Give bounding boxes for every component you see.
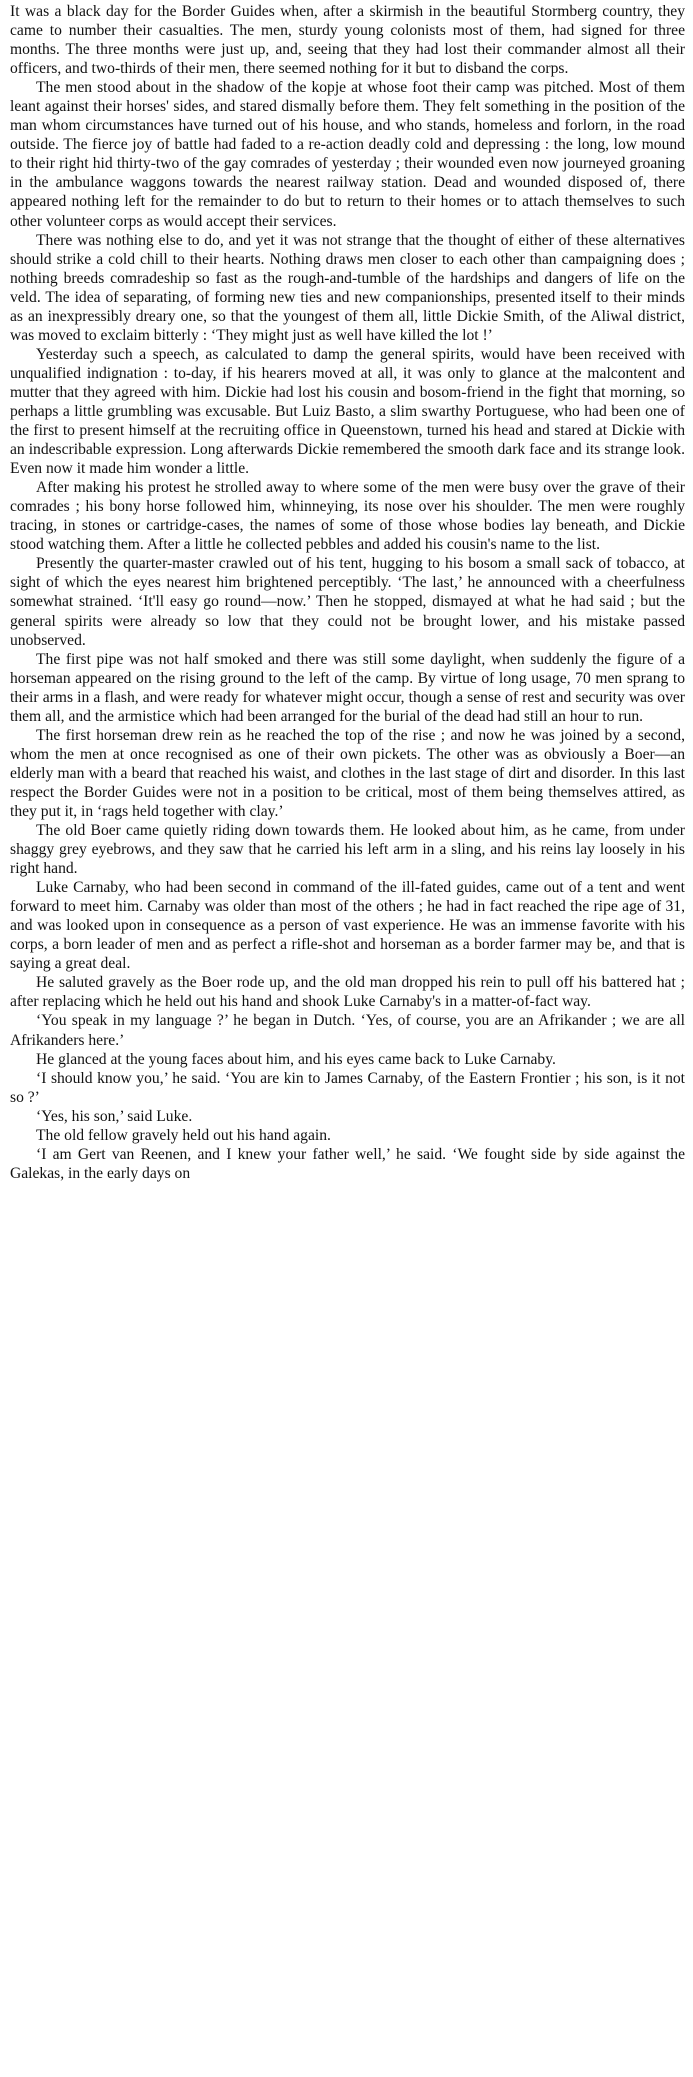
paragraph: Luke Carnaby, who had been second in command of the ill-fated guides, came out of a tent and went forward to meet him. Carnaby was older than most of the others ; he had in fact reached the ripe age of 31, and was looked upon in consequence as a person of vast experience. He was an immense favorite with his corps, a born leader of men and as perfect a rifle-shot and horseman as a border farmer may be, and that is saying a great deal.: [10, 879, 685, 973]
paragraph: The first pipe was not half smoked and there was still some daylight, when suddenly the figure of a horseman appeared on the rising ground to the left of the camp. By virtue of long usage, 70 men sprang to their arms in a flash, and were ready for whatever might occur, though a sense of rest and security was over them all, and the armistice which had been arranged for the burial of the dead had still an hour to run.: [10, 650, 685, 725]
paragraph: ‘I should know you,’ he said. ‘You are kin to James Carnaby, of the Eastern Frontier ; his son, is it not so ?’: [10, 1069, 685, 1106]
paragraph: It was a black day for the Border Guides when, after a skirmish in the beautiful Stormberg country, they came to number their casualties. The men, sturdy young colonists most of them, had signed for three months. The three months were just up, and, seeing that they had lost their commander almost all their officers, and two-thirds of their men, there seemed nothing for it but to disband the corps.: [10, 3, 685, 78]
paragraph: ‘Yes, his son,’ said Luke.: [36, 1107, 193, 1125]
paragraph: ‘I am Gert van Reenen, and I knew your father well,’ he said. ‘We fought side by side against the Galekas, in the early days on: [10, 1145, 685, 1182]
paragraph: ‘You speak in my language ?’ he began in Dutch. ‘Yes, of course, you are an Afrikander ; we are all Afrikanders here.’: [10, 1012, 685, 1049]
paragraph: The old Boer came quietly riding down towards them. He looked about him, as he came, from under shaggy grey eyebrows, and they saw that he carried his left arm in a sling, and his reins lay loosely in his right hand.: [10, 822, 685, 878]
paragraph: After making his protest he strolled away to where some of the men were busy over the grave of their comrades ; his bony horse followed him, whinneying, its nose over his shoulder. The men were roughly tracing, in stones or cartridge-cases, the names of some of those whose bodies lay beneath, and Dickie stood watching them. After a little he collected pebbles and added his cousin's name to the list.: [10, 479, 685, 554]
paragraph: Presently the quarter-master crawled out of his tent, hugging to his bosom a small sack of tobacco, at sight of which the eyes nearest him brightened perceptibly. ‘The last,’ he announced with a cheerfulness somewhat strained. ‘It'll easy go round—now.’ Then he stopped, dismayed at what he had said ; but the general spirits were already so low that they could not be brought lower, and his mistake passed unobserved.: [10, 555, 685, 649]
paragraph: He glanced at the young faces about him, and his eyes came back to Luke Carnaby.: [36, 1050, 556, 1068]
paragraph: Yesterday such a speech, as calculated to damp the general spirits, would have been received with unqualified indignation : to-day, if his hearers moved at all, it was only to glance at the malcontent and mutter that they agreed with him. Dickie had lost his cousin and bosom-friend in the fight that morning, so perhaps a little grumbling was excusable. But Luiz Basto, a slim swarthy Portuguese, who had been one of the first to present himself at the recruiting office in Queenstown, turned his head and stared at Dickie with an indescribable expression. Long afterwards Dickie remembered the smooth dark face and its strange look. Even now it made him wonder a little.: [10, 345, 685, 478]
paragraph: The men stood about in the shadow of the kopje at whose foot their camp was pitched. Most of them leant against their horses' sides, and stared dismally before them. They felt something in the position of the man whom circumstances have turned out of his house, and who stands, homeless and forlorn, in the road outside. The fierce joy of battle had faded to a re-action deadly cold and depressing : the long, low mound to their right hid thirty-two of the gay comrades of yesterday ; their wounded even now journeyed groaning in the ambulance waggons towards the nearest railway station. Dead and wounded disposed of, there appeared nothing left for the remainder to do but to return to their homes or to attach themselves to such other volunteer corps as would accept their services.: [10, 79, 685, 230]
paragraph: He saluted gravely as the Boer rode up, and the old man dropped his rein to pull off his battered hat ; after replacing which he held out his hand and shook Luke Carnaby's in a matter-of-fact way.: [10, 974, 685, 1011]
paragraph: The first horseman drew rein as he reached the top of the rise ; and now he was joined by a second, whom the men at once recognised as one of their own pickets. The other was as obviously a Boer—an elderly man with a beard that reached his waist, and clothes in the last stage of dirt and disorder. In this last respect the Border Guides were not in a position to be critical, most of them being themselves attired, as they put it, in ‘rags held together with clay.’: [10, 726, 685, 820]
paragraph: There was nothing else to do, and yet it was not strange that the thought of either of these alternatives should strike a cold chill to their hearts. Nothing draws men closer to each other than campaigning does ; nothing breeds comradeship so fast as the rough-and-tumble of the hardships and dangers of life on the veld. The idea of separating, of forming new ties and new companionships, presented itself to their minds as an inexpressibly dreary one, so that the youngest of them all, little Dickie Smith, of the Aliwal district, was moved to exclaim bitterly : ‘They might just as well have killed the lot !’: [10, 231, 685, 344]
paragraph: The old fellow gravely held out his hand again.: [36, 1126, 331, 1144]
